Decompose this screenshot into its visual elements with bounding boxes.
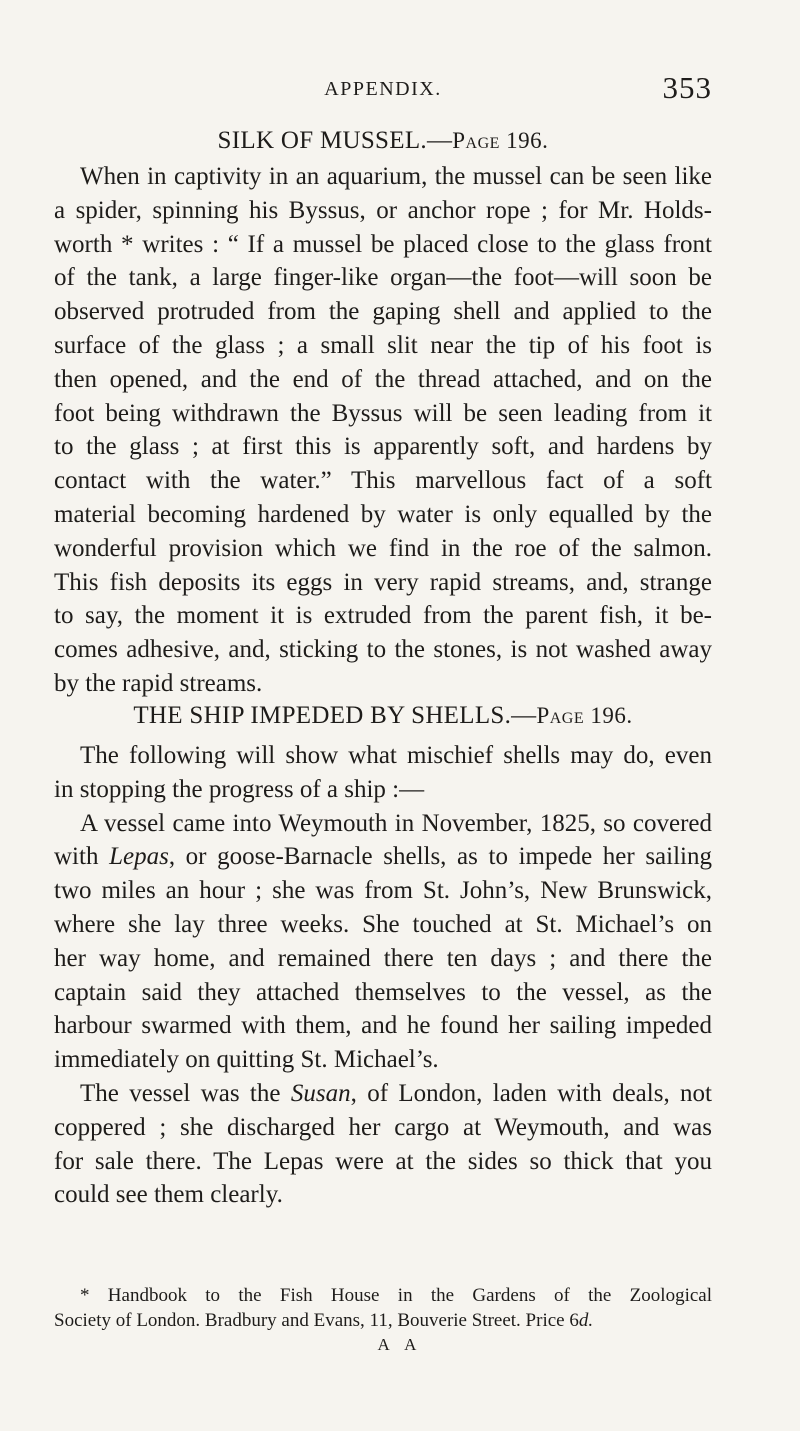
text-line: captain said they attached themselves to the vessel, as the: [54, 978, 712, 1006]
text-line: When in captivity in an aquarium, the mussel can be seen like: [80, 163, 712, 190]
running-title: APPENDIX.: [324, 78, 442, 100]
text-line: to say, the moment it is extruded from the parent fish, it be-: [54, 602, 712, 630]
heading-page-ref: Page 196.: [536, 703, 633, 728]
italic-susan: Susan: [290, 1079, 351, 1107]
text-line: worth * writes : “ If a mussel be placed close to the glass front: [54, 230, 712, 258]
text-line: in stopping the progress of a ship :—: [54, 775, 425, 803]
text-line: [54, 840, 712, 874]
page-number: 353: [662, 70, 712, 105]
text-line: where she lay three weeks. She touched at St. Michael’s on: [54, 910, 712, 938]
paragraph-vessel-susan: [54, 1077, 712, 1212]
section-heading-ship-impeded: [54, 699, 712, 739]
signature-mark: A A: [377, 1335, 423, 1354]
section-silk-of-mussel: [54, 124, 712, 701]
text-line: then opened, and the end of the thread attached, and on the: [54, 365, 712, 393]
running-head: [54, 70, 712, 110]
text-line: harbour swarmed with them, and he found her sailing impeded: [54, 1012, 712, 1040]
text-line: to the glass ; at first this is apparently soft, and hardens by: [54, 433, 712, 461]
text-line: wonderful provision which we find in the roe of the salmon.: [54, 534, 712, 562]
footnote: [54, 1283, 712, 1333]
paragraph-following: [54, 739, 712, 807]
footnote-line: [54, 1308, 712, 1333]
text-line: a spider, spinning his Byssus, or anchor rope ; for Mr. Holds-: [54, 196, 712, 224]
section-ship-impeded: [54, 699, 712, 1212]
heading-page-ref: Page 196.: [452, 128, 549, 153]
text-run: with: [54, 843, 110, 871]
text-line: coppered ; she discharged her cargo at Weymouth, and was: [54, 1113, 712, 1141]
text-line: her way home, and remained there ten days ; and there the: [54, 944, 712, 972]
text-line: could see them clearly.: [54, 1181, 283, 1209]
text-run: Society of London. Bradbury and Evans, 11, Bouverie Street. Price 6: [54, 1310, 579, 1331]
text-line: This fish deposits its eggs in very rapid streams, and, strange: [54, 568, 712, 596]
text-line: for sale there. The Lepas were at the sides so thick that you: [54, 1147, 712, 1175]
paragraph-vessel-weymouth: [54, 807, 712, 1077]
text-run: The vessel was the: [80, 1079, 291, 1107]
text-line: [54, 1077, 712, 1111]
footnote-line: * Handbook to the Fish House in the Gardens of the Zoological: [80, 1285, 712, 1306]
heading-title: SILK OF MUSSEL.—: [217, 127, 453, 154]
text-line: contact with the water.” This marvellous fact of a soft: [54, 467, 712, 495]
text-line: The following will show what mischief shells may do, even: [80, 742, 712, 769]
heading-title: THE SHIP IMPEDED BY SHELLS.—: [133, 702, 537, 729]
text-line: surface of the glass ; a small slit near the tip of his foot is: [54, 331, 712, 359]
section-body-silk-of-mussel: [54, 160, 712, 701]
italic-lepas: Lepas: [109, 843, 169, 871]
text-line: two miles an hour ; she was from St. John’s, New Brunswick,: [54, 877, 712, 905]
text-line: by the rapid streams.: [54, 669, 263, 697]
text-line: comes adhesive, and, sticking to the stones, is not washed away: [54, 636, 712, 664]
italic-pence: d.: [578, 1310, 594, 1331]
text-line: A vessel came into Weymouth in November, 1825, so covered: [80, 809, 712, 837]
text-run: , or goose-Barnacle shells, as to impede her sailing: [168, 843, 712, 871]
text-line: of the tank, a large finger-like organ—the foot—will soon be: [54, 264, 712, 292]
section-heading-silk-of-mussel: [54, 124, 712, 160]
text-run: , of London, laden with deals, not: [350, 1079, 712, 1107]
text-line: foot being withdrawn the Byssus will be seen leading from it: [54, 399, 712, 427]
text-line: material becoming hardened by water is only equalled by the: [54, 500, 712, 528]
text-line: immediately on quitting St. Michael’s.: [54, 1046, 439, 1074]
text-line: observed protruded from the gaping shell and applied to the: [54, 298, 712, 326]
